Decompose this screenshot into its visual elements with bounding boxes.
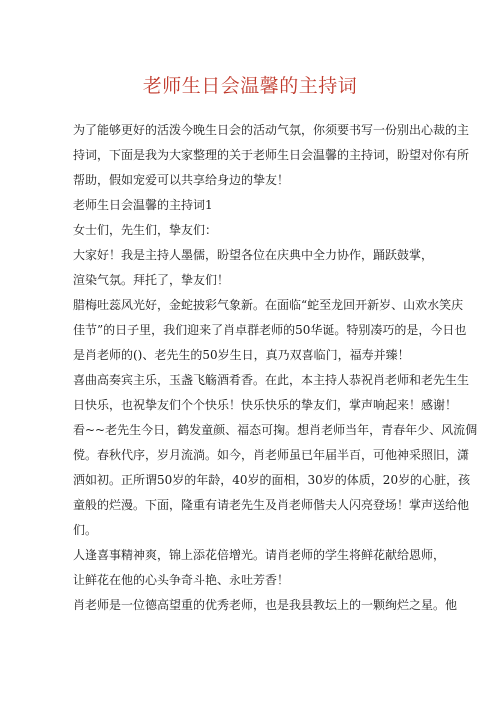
paragraph-line: 腊梅吐蕊风光好，金蛇披彩气象新。在面临“蛇至龙回开新岁、山欢水笑庆 — [73, 298, 464, 312]
paragraph-line: 佳节”的日子里，我们迎来了肖卓群老师的50华诞。特别凑巧的是，今日也 — [73, 323, 467, 337]
paragraph-line: 傥。春秋代序，岁月流淌。如今，肖老师虽已年届半百，可他神采照旧，潇 — [73, 448, 470, 462]
paragraph-line: 肖老师是一位德高望重的优秀老师，也是我县教坛上的一颗绚烂之星。他 — [73, 598, 458, 612]
section-heading: 老师生日会温馨的主持词1 — [73, 198, 213, 212]
paragraph-line: 为了能够更好的活泼今晚生日会的活动气氛，你须要书写一份别出心裁的主 — [73, 123, 470, 137]
paragraph-line: 看~~老先生今日，鹤发童颜、福态可掬。想肖老师当年，青春年少、风流倜 — [73, 423, 478, 437]
paragraph-line: 渲染气氛。拜托了，挚友们！ — [73, 273, 230, 287]
paragraph-line: 洒如初。正所谓50岁的年龄，40岁的面相，30岁的体质，20岁的心脏，孩 — [73, 473, 471, 487]
paragraph-line: 童般的烂漫。下面，隆重有请老先生及肖老师偕夫人闪亮登场！掌声送给他 — [73, 498, 470, 512]
paragraph-line: 帮助，假如宠爱可以共享给身边的挚友！ — [73, 173, 290, 187]
paragraph-line: 喜曲高奏宾主乐，玉盏飞觞酒肴香。在此，本主持人恭祝肖老师和老先生生 — [73, 373, 470, 387]
paragraph-line: 女士们，先生们，挚友们： — [73, 223, 218, 237]
paragraph-line: 持词，下面是我为大家整理的关于老师生日会温馨的主持词，盼望对你有所 — [73, 148, 470, 162]
document-title: 老师生日会温馨的主持词 — [142, 75, 358, 97]
paragraph-line: 让鲜花在他的心头争奇斗艳、永吐芳香！ — [73, 573, 290, 587]
paragraph-line: 大家好！我是主持人墨儒，盼望各位在庆典中全力协作，踊跃鼓掌， — [73, 248, 434, 262]
paragraph-line: 人逢喜事精神爽，锦上添花倍增光。请肖老师的学生将鲜花献给恩师， — [73, 548, 446, 562]
paragraph-line: 是肖老师的()、老先生的50岁生日，真乃双喜临门，福寿并臻！ — [73, 348, 410, 362]
paragraph-line: 们。 — [73, 523, 98, 537]
document-body — [73, 118, 478, 618]
paragraph-line: 日快乐，也祝挚友们个个快乐！快乐快乐的挚友们，掌声响起来！感谢！ — [73, 398, 458, 412]
